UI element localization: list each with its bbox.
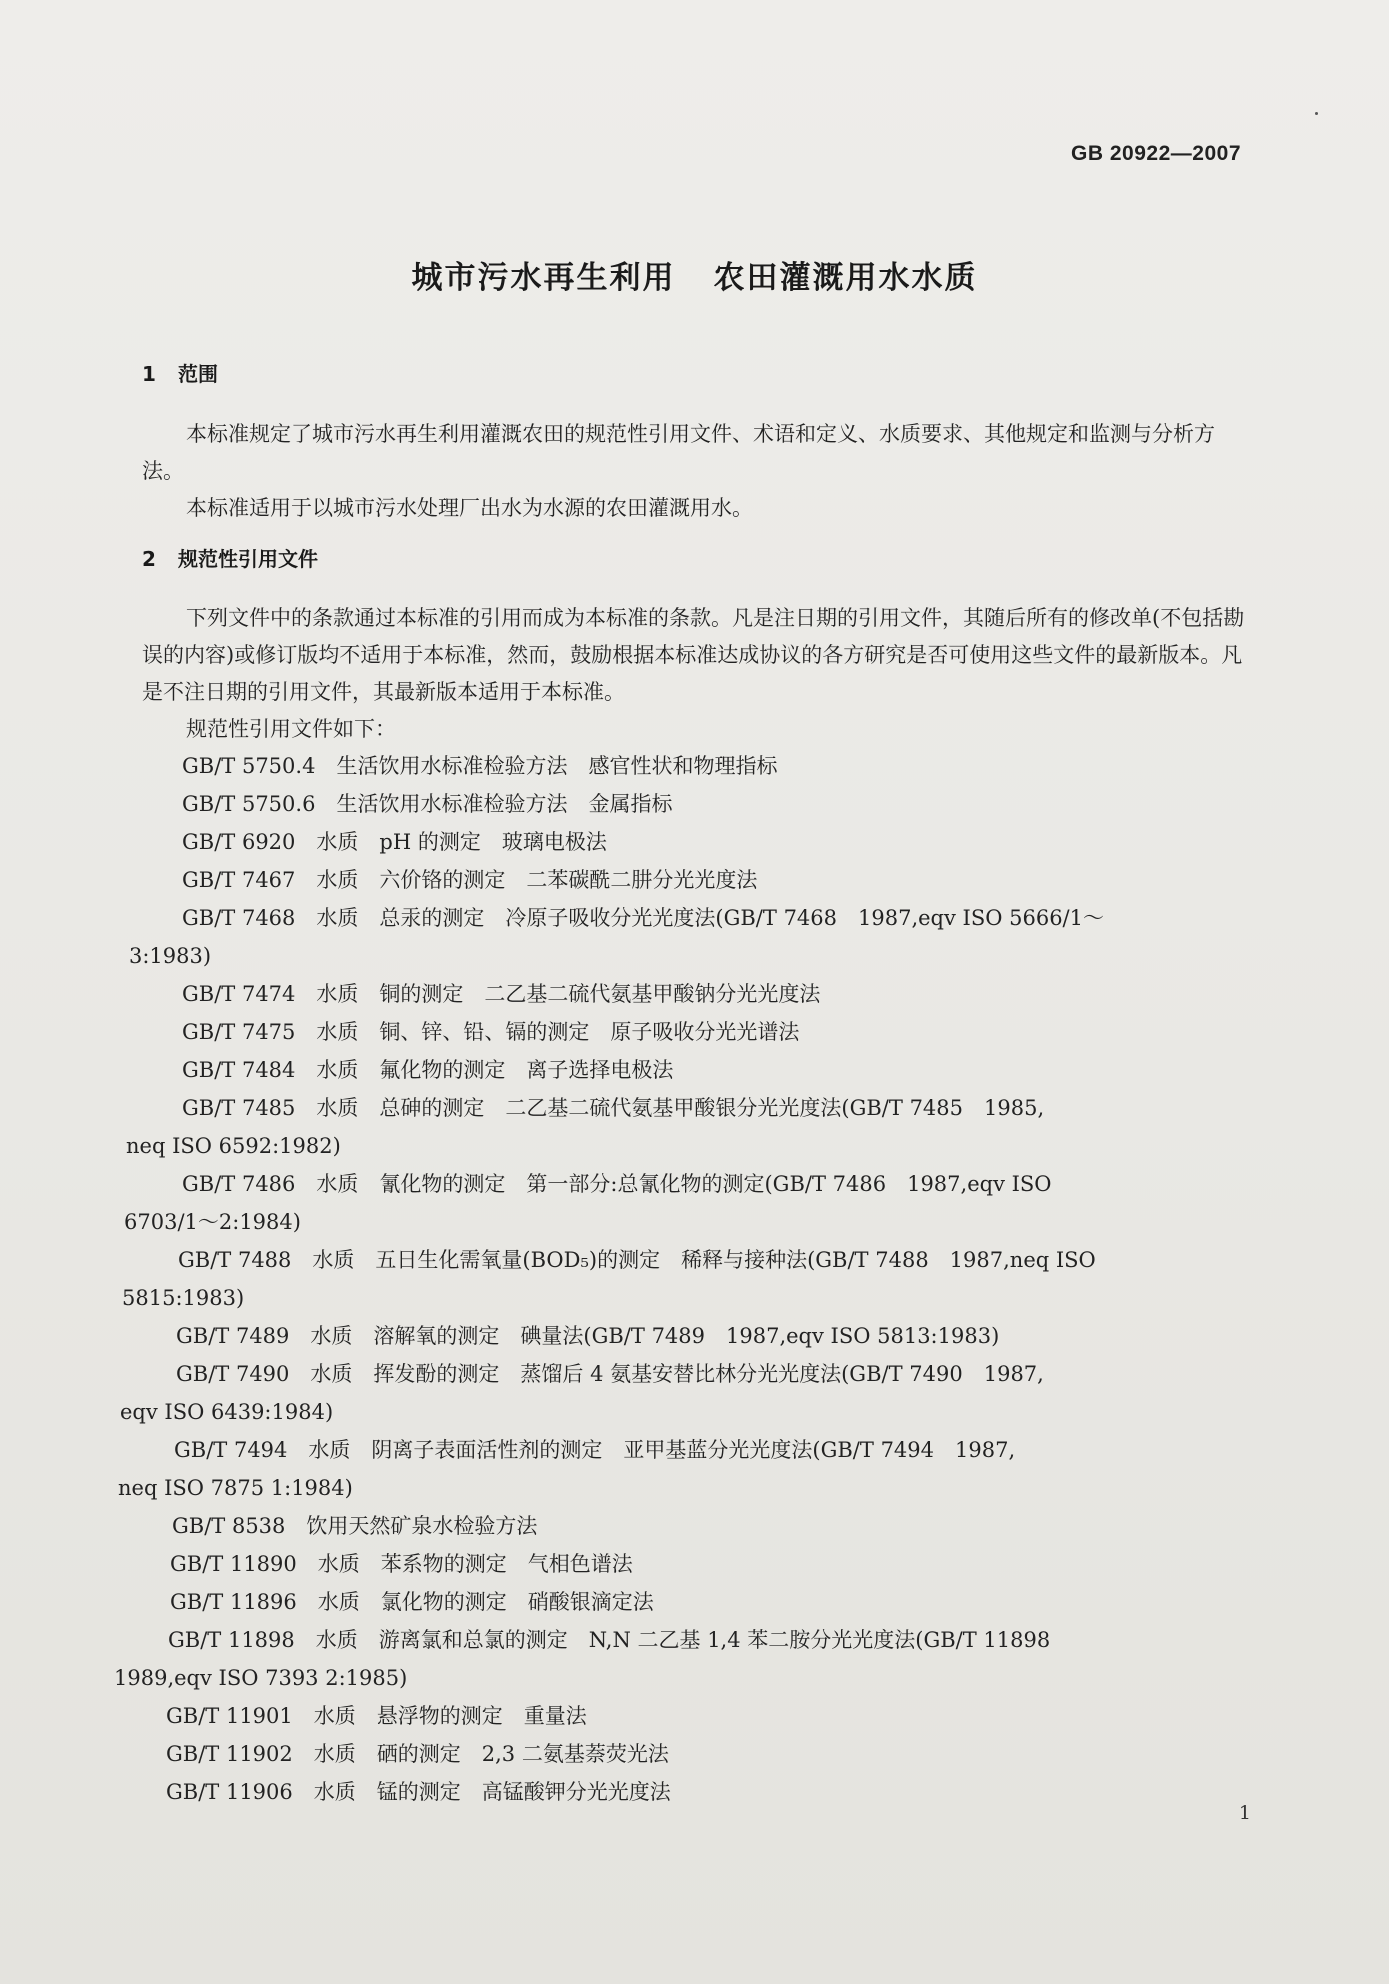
reference-item: GB/T 11898 水质 游离氯和总氯的测定 N,N 二乙基 1,4 苯二胺分光光度法(GB/T 11898 bbox=[168, 1628, 1051, 1652]
page-number: 1 bbox=[1238, 1802, 1251, 1824]
title-part-1: 城市污水再生利用 bbox=[411, 260, 676, 296]
reference-item: GB/T 5750.4 生活饮用水标准检验方法 感官性状和物理指标 bbox=[182, 754, 778, 778]
reference-item: GB/T 7486 水质 氰化物的测定 第一部分:总氰化物的测定(GB/T 7486 1987,eqv ISO bbox=[182, 1172, 1052, 1196]
reference-item: GB/T 11902 水质 硒的测定 2,3 二氨基萘荧光法 bbox=[166, 1742, 669, 1766]
reference-item: GB/T 7475 水质 铜、锌、铅、镉的测定 原子吸收分光光谱法 bbox=[182, 1020, 800, 1044]
section-2-paragraph-1: 下列文件中的条款通过本标准的引用而成为本标准的条款。凡是注日期的引用文件，其随后所有的修改单(不包括勘误的内容)或修订版均不适用于本标准，然而，鼓励根据本标准达成协议的各方研究是否可使用这些文件的最新版本。凡是不注日期的引用文件，其最新版本适用于本标准。 bbox=[142, 606, 1245, 704]
section-1-number: 1 bbox=[142, 362, 156, 386]
reference-item-continuation: 1989,eqv ISO 7393 2:1985) bbox=[114, 1666, 408, 1690]
reference-item: GB/T 7468 水质 总汞的测定 冷原子吸收分光光度法(GB/T 7468 1987,eqv ISO 5666/1～ bbox=[182, 906, 1104, 930]
reference-item: GB/T 11896 水质 氯化物的测定 硝酸银滴定法 bbox=[170, 1590, 654, 1614]
reference-item: GB/T 7489 水质 溶解氧的测定 碘量法(GB/T 7489 1987,eqv ISO 5813:1983) bbox=[176, 1324, 1000, 1348]
reference-item-continuation: neq ISO 6592:1982) bbox=[126, 1134, 341, 1158]
reference-item: GB/T 7467 水质 六价铬的测定 二苯碳酰二肼分光光度法 bbox=[182, 868, 758, 892]
section-1-title: 范围 bbox=[178, 362, 218, 386]
standard-number: GB 20922—2007 bbox=[1071, 142, 1241, 165]
section-1-paragraph-2: 本标准适用于以城市污水处理厂出水为水源的农田灌溉用水。 bbox=[186, 496, 753, 520]
section-2-title: 规范性引用文件 bbox=[178, 547, 318, 571]
reference-item-continuation: neq ISO 7875 1:1984) bbox=[118, 1476, 353, 1500]
reference-item-continuation: 3:1983) bbox=[129, 944, 212, 968]
reference-item-continuation: 5815:1983) bbox=[122, 1286, 245, 1310]
section-2-paragraph-2: 规范性引用文件如下： bbox=[186, 717, 396, 741]
section-1-paragraph-1: 本标准规定了城市污水再生利用灌溉农田的规范性引用文件、术语和定义、水质要求、其他规定和监测与分析方法。 bbox=[142, 422, 1215, 483]
section-2-number: 2 bbox=[142, 547, 156, 571]
paper-speck bbox=[1315, 112, 1318, 115]
reference-item: GB/T 7488 水质 五日生化需氧量(BOD₅)的测定 稀释与接种法(GB/T 7488 1987,neq ISO bbox=[178, 1248, 1096, 1272]
reference-item: GB/T 11901 水质 悬浮物的测定 重量法 bbox=[166, 1704, 587, 1728]
document-title bbox=[0, 252, 1389, 297]
section-1-heading bbox=[142, 358, 218, 387]
reference-item: GB/T 6920 水质 pH 的测定 玻璃电极法 bbox=[182, 830, 607, 854]
title-part-2: 农田灌溉用水水质 bbox=[713, 260, 978, 296]
reference-item-continuation: 6703/1～2:1984) bbox=[124, 1210, 301, 1234]
reference-item: GB/T 7474 水质 铜的测定 二乙基二硫代氨基甲酸钠分光光度法 bbox=[182, 982, 821, 1006]
reference-item: GB/T 7494 水质 阴离子表面活性剂的测定 亚甲基蓝分光光度法(GB/T 7494 1987, bbox=[174, 1438, 1016, 1462]
reference-item: GB/T 11906 水质 锰的测定 高锰酸钾分光光度法 bbox=[166, 1780, 671, 1804]
reference-item: GB/T 7485 水质 总砷的测定 二乙基二硫代氨基甲酸银分光光度法(GB/T 7485 1985, bbox=[182, 1096, 1045, 1120]
reference-item: GB/T 11890 水质 苯系物的测定 气相色谱法 bbox=[170, 1552, 633, 1576]
reference-item: GB/T 7484 水质 氟化物的测定 离子选择电极法 bbox=[182, 1058, 674, 1082]
reference-item: GB/T 7490 水质 挥发酚的测定 蒸馏后 4 氨基安替比林分光光度法(GB/T 7490 1987, bbox=[176, 1362, 1044, 1386]
reference-item: GB/T 8538 饮用天然矿泉水检验方法 bbox=[172, 1514, 538, 1538]
reference-item: GB/T 5750.6 生活饮用水标准检验方法 金属指标 bbox=[182, 792, 673, 816]
section-2-heading bbox=[142, 543, 318, 572]
reference-item-continuation: eqv ISO 6439:1984) bbox=[120, 1400, 334, 1424]
